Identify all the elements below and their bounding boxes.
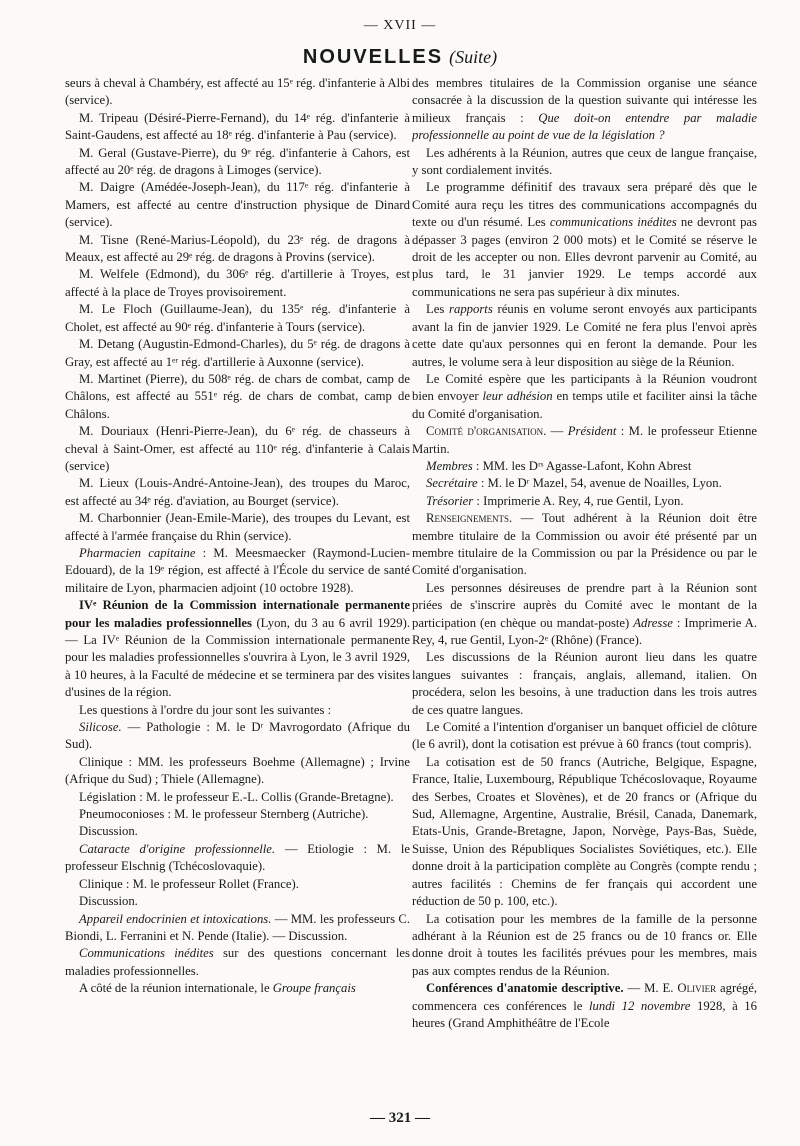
inline-text: : MM. les Dʳˢ Agasse-Lafont, Kohn Abrest (472, 458, 692, 473)
paragraph: Clinique : MM. les professeurs Boehme (Allemagne) ; Irvine (Afrique du Sud) ; Thiele (Allemagne). (65, 754, 410, 787)
inline-text: agrégé, commencera ces conférences le (412, 981, 757, 1013)
paragraph: M. Geral (Gustave-Pierre), du 9ᵉ rég. d'infanterie à Cahors, est affecté au 20ᵉ rég. de dragons à Limoges (service). (65, 145, 410, 178)
inline-italic: Trésorier (426, 493, 474, 508)
inline-italic: Secrétaire (426, 476, 478, 491)
paragraph: M. Lieux (Louis-André-Antoine-Jean), des troupes du Maroc, est affecté au 34ᵉ rég. d'aviation, au Bourget (service). (65, 476, 410, 508)
paragraph (65, 545, 410, 597)
paragraph: M. Tripeau (Désiré-Pierre-Fernand), du 14ᵉ rég. d'infanterie à Saint-Gaudens, est affecté au 18ᵉ rég. d'infanterie à Pau (service). (65, 110, 410, 143)
paragraph: La cotisation est de 50 francs (Autriche, Belgique, Espagne, France, Italie, Luxembourg, République Tchécoslovaque, Royaume des Serbes, Croates et Slovènes), et de 20 francs or (Afrique du Sud, Allemagne, Argentine, Australie, Brésil, Canada, Danemark, Etats-Unis, Grande-Bretagne, Japon, Norvège, Pays-Bas, Suède, Suisse, Union des Républiques Socialistes Soviétiques, etc.). Elle donne droit à la participation complète au Congrès (compte rendu ; autres facilités : Chemins de fer français qui accordent une réduction de 50 p. 100, etc.). (412, 754, 757, 909)
inline-text: — Etiologie : M. le professeur Elschnig (Tchécoslovaquie). (65, 841, 410, 874)
inline-text: sur des questions concernant les maladies professionnelles. (65, 946, 410, 978)
paragraph: Pneumoconioses : M. le professeur Sternberg (Autriche). (79, 807, 369, 822)
paragraph: M. Detang (Augustin-Edmond-Charles), du 5ᵉ rég. de dragons à Gray, est affecté au 1ᵉʳ rég. d'artillerie à Auxonne (service). (65, 337, 410, 369)
page-title (0, 46, 800, 69)
inline-text: : Imprimerie A. Rey, 4, rue Gentil, Lyon-2ᵉ (Rhône) (France). (412, 615, 757, 647)
paragraph (412, 423, 757, 458)
inline-italic: Que doit-on entendre par maladie professionnelle au point de vue de la législation ? (412, 110, 757, 143)
paragraph: seurs à cheval à Chambéry, est affecté au 15ᵉ rég. d'infanterie à Albi (service). (65, 76, 410, 108)
bottom-page-number: — 321 — (370, 1110, 430, 1126)
inline-label: Silicose. (79, 720, 122, 735)
inline-label: Pharmacien capitaine (79, 545, 196, 560)
right-column (412, 75, 757, 1105)
paragraph: Le Comité a l'intention d'organiser un banquet officiel de clôture (le 6 avril), dont la cotisation est prévue à 60 francs (tout compris). (412, 720, 757, 752)
inline-label: Cataracte d'origine professionnelle. (79, 841, 276, 856)
inline-smallcaps: Comité d'organisation. (426, 424, 547, 439)
paragraph (412, 475, 757, 492)
inline-text: Le Comité espère que les participants à la Réunion voudront bien envoyer (412, 371, 757, 404)
inline-text: ne devront pas dépasser 3 pages (environ 2 000 mots) et le Comité se réserve le droit de les accepter ou non. Elles devront parvenir au Comité, au plus tard, le 31 janvier 1929. Le temps accordé aux communications ne sera pas supérieur à dix minutes. (412, 215, 757, 299)
paragraph: M. Martinet (Pierre), du 508ᵉ rég. de chars de combat, camp de Châlons, est affecté au 551ᵉ rég. de chars de combat, camp de Châlons. (65, 371, 410, 421)
paragraph (412, 371, 757, 423)
inline-italic: communications inédites (549, 215, 677, 230)
paragraph (65, 911, 410, 946)
paragraph: Clinique : M. le professeur Rollet (France). (79, 876, 299, 891)
inline-text: — Tout adhérent à la Réunion doit être membre titulaire de la Commission ou avoir été présenté par un membre titulaire de la Commission ou par la Présidence ou par le Comité d'organisation. (412, 511, 757, 578)
inline-text: réunis en volume seront envoyés aux participants avant la fin de janvier 1929. Le Comité ne fera plus l'envoi après cette date qu'aux personnes qui en feront la demande. Pour les autres, le volume sera à leur disposition au siège de la Réunion. (412, 302, 757, 369)
inline-italic: rapports (449, 302, 493, 317)
paragraph: La cotisation pour les membres de la famille de la personne adhérant à la Réunion est de 25 francs ou de 10 francs or. Elle donne droit à toutes les facilités prévues pour les membres, mais pas aux comptes rendus de la Réunion. (412, 911, 757, 978)
paragraph: Les questions à l'ordre du jour sont les suivantes : (79, 702, 332, 717)
paragraph: M. Douriaux (Henri-Pierre-Jean), du 6ᵉ rég. de chasseurs à cheval à Saint-Omer, est affecté au 110ᵉ rég. d'infanterie à Calais (service) (65, 424, 410, 473)
paragraph: Discussion. (79, 894, 138, 909)
inline-text: Les (426, 302, 450, 317)
paragraph: Législation : M. le professeur E.-L. Collis (Grande-Bretagne). (79, 789, 394, 804)
inline-label: Communications inédites (79, 946, 214, 961)
inline-italic: lundi 12 novembre (588, 998, 691, 1013)
left-column (65, 75, 410, 1105)
paragraph: M. Le Floch (Guillaume-Jean), du 135ᵉ rég. d'infanterie à Cholet, est affecté au 90ᵉ rég. d'infanterie à Tours (service). (65, 302, 410, 334)
paragraph: M. Daigre (Amédée-Joseph-Jean), du 117ᵉ rég. d'infanterie à Mamers, est affecté au centre d'instruction physique de Dinard (service). (65, 180, 410, 230)
section-title: IVᵉ Réunion de la Commission internationale permanente pour les maladies professionnelles (65, 598, 410, 630)
paragraph (65, 980, 410, 997)
inline-text: 1928, à 16 heures (Grand Amphithéâtre de l'Ecole (412, 998, 757, 1030)
inline-smallcaps: Renseignements. (426, 511, 513, 526)
inline-text: — (546, 424, 568, 439)
inline-text: en temps utile et faciliter ainsi la tâche du Comité d'organisation. (412, 389, 757, 421)
inline-text: : Imprimerie A. Rey, 4, rue Gentil, Lyon. (473, 493, 684, 508)
top-page-number: — XVII — (363, 18, 437, 33)
section-title: Conférences d'anatomie descriptive. (426, 981, 624, 996)
inline-label: Groupe français (272, 981, 356, 996)
paragraph (65, 945, 410, 980)
inline-text: — M. E. (623, 981, 678, 996)
inline-text: : M. le professeur Etienne Martin. (412, 424, 757, 456)
section-paragraph (65, 597, 410, 701)
inline-italic: Président (567, 424, 617, 439)
paragraph (412, 510, 757, 580)
inline-text: A côté de la réunion internationale, le (79, 981, 273, 996)
paragraph: M. Welfele (Edmond), du 306ᵉ rég. d'artillerie à Troyes, est affecté à la place de Troyes provisoirement. (65, 267, 410, 299)
paragraph (65, 719, 410, 754)
page-title-suffix: (Suite) (449, 47, 498, 67)
inline-italic: leur adhésion (482, 389, 553, 404)
inline-text: : M. Meesmaecker (Raymond-Lucien-Edouard), de la 19ᵉ région, est affecté à l'École du service de santé militaire de Lyon, pharmacien adjoint (10 octobre 1928). (65, 545, 410, 595)
paragraph (412, 75, 757, 145)
inline-text: Les personnes désireuses de prendre part à la Réunion sont priées de s'inscrire auprès du Comité avec le montant de la participation (en chèque ou mandat-poste) (412, 580, 757, 630)
paragraph: M. Charbonnier (Jean-Emile-Marie), des troupes du Levant, est affecté à l'armée française du Rhin (service). (65, 511, 410, 543)
paragraph (412, 493, 757, 510)
page-title-main: NOUVELLES (302, 46, 444, 68)
paragraph: Les discussions de la Réunion auront lieu dans les quatre langues suivantes : français, anglais, allemand, italien. On procédera, selon les besoins, à une traduction dans les trois autres de ces quatre langues. (412, 650, 757, 717)
inline-text: — Pathologie : M. le Dʳ Mavrogordato (Afrique du Sud). (65, 720, 410, 752)
inline-text: Le programme définitif des travaux sera préparé dès que le Comité aura reçu les titres des communications accompagnés du texte ou d'un résumé. Les (412, 180, 757, 230)
paragraph: M. Tisne (René-Marius-Léopold), du 23ᵉ rég. de dragons à Meaux, est affecté au 29ᵉ rég. de dragons à Provins (service). (65, 232, 410, 265)
paragraph (412, 179, 757, 301)
section-paragraph (412, 980, 757, 1032)
inline-text: des membres titulaires de la Commission organise une séance consacrée à la discussion de la question suivante qui intéresse les milieux français : (412, 76, 757, 125)
inline-text: — MM. les professeurs C. Biondi, L. Ferranini et N. Pende (Italie). — Discussion. (65, 911, 410, 943)
paragraph (65, 841, 410, 876)
paragraph: Discussion. (79, 824, 138, 839)
inline-text: : M. le Dʳ Mazel, 54, avenue de Noailles, Lyon. (477, 476, 722, 491)
inline-label: Appareil endocrinien et intoxications. (79, 911, 272, 926)
inline-smallcaps: Olivier (677, 981, 717, 996)
paragraph (412, 580, 757, 650)
paragraph (412, 301, 757, 371)
paragraph (412, 458, 757, 475)
paragraph: Les adhérents à la Réunion, autres que ceux de langue française, y sont cordialement invités. (412, 145, 757, 178)
inline-italic: Membres (426, 458, 473, 473)
inline-text: (Lyon, du 3 au 6 avril 1929). — La IVᵉ Réunion de la Commission internationale permanente pour les maladies professionnelles s'ouvrira à Lyon, le 3 avril 1929, à 10 heures, à la Faculté de médecine et se terminera par des visites d'usines de la région. (65, 615, 410, 700)
inline-italic: Adresse (633, 615, 673, 630)
